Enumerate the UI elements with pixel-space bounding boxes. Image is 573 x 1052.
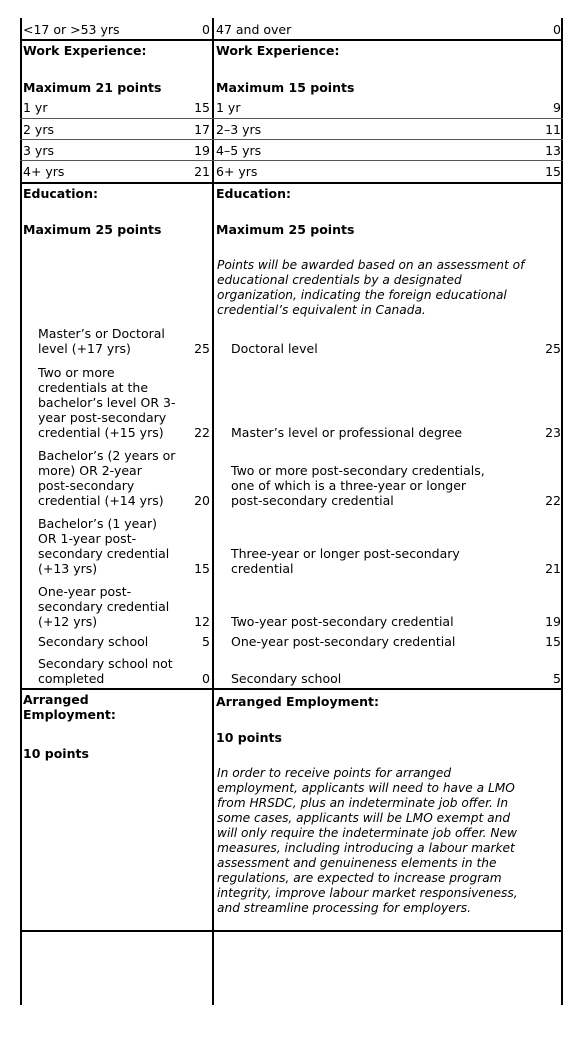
education-max: Maximum 25 points <box>23 222 162 237</box>
table-row: 1 yr 9 <box>216 100 561 115</box>
table-row: 3 yrs 19 <box>23 143 210 158</box>
work-experience-heading: Work Experience: <box>23 43 147 58</box>
age-label: <17 or >53 yrs <box>23 22 120 37</box>
education-max: Maximum 25 points <box>216 222 355 237</box>
arranged-employment-heading: Arranged Employment: <box>216 694 379 709</box>
rule-work-end <box>20 182 563 184</box>
table-row: Two or more credentials at the bachelor’s level OR 3- year post-secondary credential (+15 yrs) 22 <box>38 365 210 440</box>
table-column-divider <box>212 18 214 1005</box>
table-row: 2–3 yrs 11 <box>216 122 561 137</box>
table-row: Master’s level or professional degree 23 <box>231 425 561 440</box>
rule-age-end <box>20 39 563 41</box>
table-row <box>23 22 210 37</box>
table-row: Secondary school 5 <box>231 671 561 686</box>
arranged-employment-points: 10 points <box>23 746 89 761</box>
education-heading: Education: <box>23 186 98 201</box>
table-row: Secondary school 5 <box>38 634 210 649</box>
education-heading: Education: <box>216 186 291 201</box>
table-row: Two or more post-secondary credentials, one of which is a three-year or longer post-secondary credential 22 <box>231 463 561 508</box>
table-row: 4–5 yrs 13 <box>216 143 561 158</box>
rule-education-end <box>20 688 563 690</box>
table-row: Doctoral level 25 <box>231 341 561 356</box>
rule <box>20 160 563 161</box>
education-note: Points will be awarded based on an assessment of educational credentials by a designated organization, indicating the foreign educational credential’s equivalent in Canada. <box>217 258 525 317</box>
work-experience-max: Maximum 15 points <box>216 80 355 95</box>
arranged-employment-points: 10 points <box>216 730 282 745</box>
age-label: 47 and over <box>216 22 292 37</box>
work-experience-max: Maximum 21 points <box>23 80 162 95</box>
table-row: Master’s or Doctoral level (+17 yrs) 25 <box>38 326 210 356</box>
rule <box>20 139 563 140</box>
arranged-employment-heading: Arranged Employment: <box>23 692 116 722</box>
table-row: Bachelor’s (1 year) OR 1-year post- secondary credential (+13 yrs) 15 <box>38 516 210 576</box>
table-row: 1 yr 15 <box>23 100 210 115</box>
table-row: 6+ yrs 15 <box>216 164 561 179</box>
table-row: 2 yrs 17 <box>23 122 210 137</box>
age-value: 0 <box>202 22 210 37</box>
table-row: Three-year or longer post-secondary credential 21 <box>231 546 561 576</box>
table-row: Secondary school not completed 0 <box>38 656 210 686</box>
table-border-left <box>20 18 22 1005</box>
age-value: 0 <box>553 22 561 37</box>
table-row <box>216 22 561 37</box>
table-row: Two-year post-secondary credential 19 <box>231 614 561 629</box>
table-row: 4+ yrs 21 <box>23 164 210 179</box>
rule <box>20 118 563 119</box>
points-comparison-table <box>20 18 563 1005</box>
table-row: One-year post- secondary credential (+12 yrs) 12 <box>38 584 210 629</box>
work-experience-heading: Work Experience: <box>216 43 340 58</box>
table-border-right <box>561 18 563 1005</box>
arranged-employment-note: In order to receive points for arranged employment, applicants will need to have a LMO from HRSDC, plus an indeterminate job offer. In some cases, applicants will be LMO exempt and will only require the indeterminate job offer. New measures, including introducing a labour market assessment and genuineness elements in the regulations, are expected to increase program integrity, improve labour market responsiveness, and streamline processing for employers. <box>217 766 518 915</box>
table-row: One-year post-secondary credential 15 <box>231 634 561 649</box>
rule-arranged-end <box>20 930 563 932</box>
table-row: Bachelor’s (2 years or more) OR 2-year post-secondary credential (+14 yrs) 20 <box>38 448 210 508</box>
